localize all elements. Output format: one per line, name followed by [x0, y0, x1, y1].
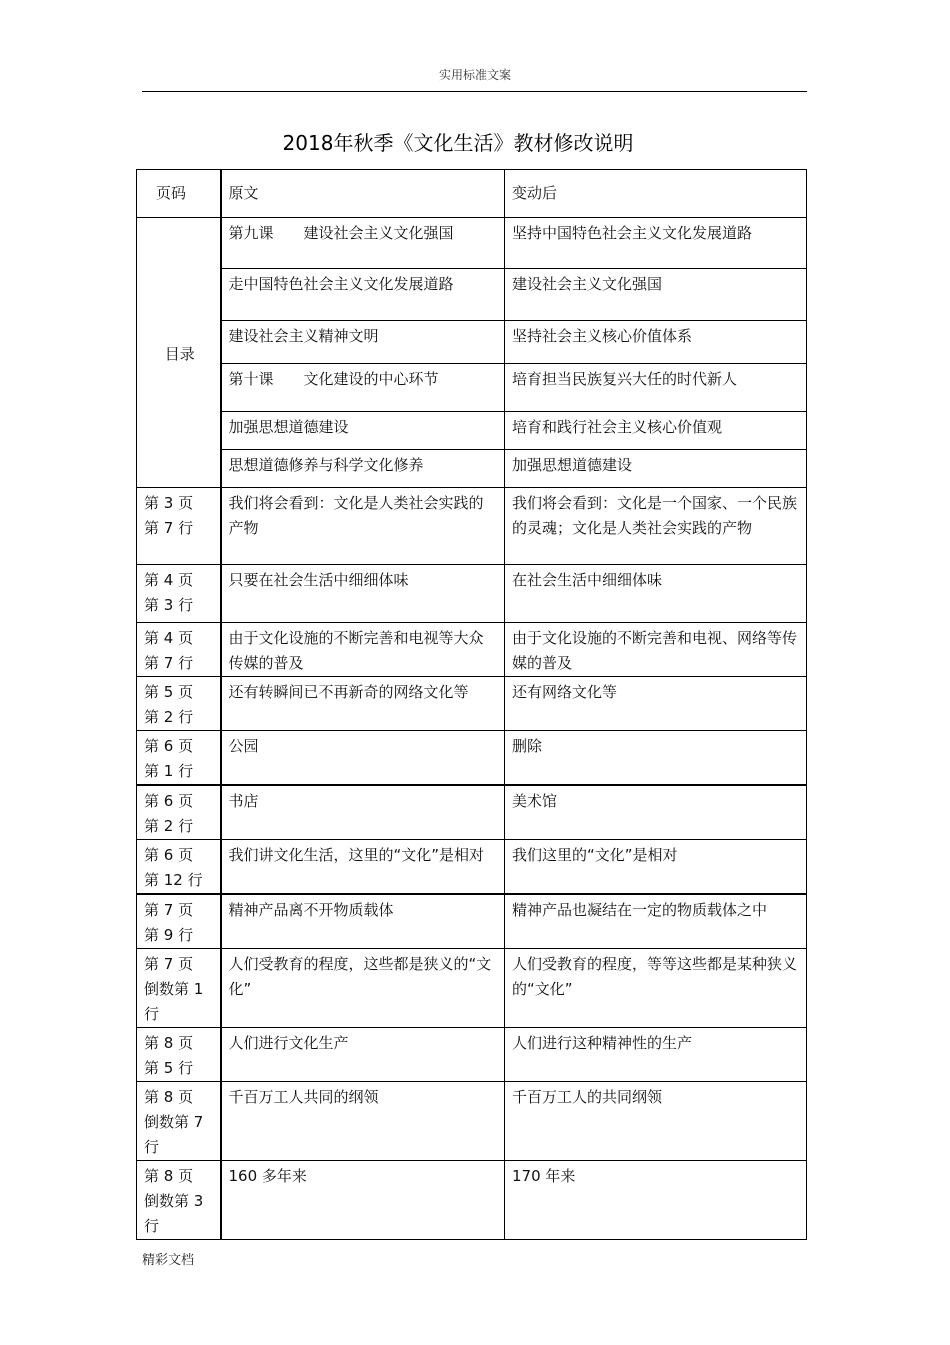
toc-original: 加强思想道德建设	[221, 412, 505, 450]
original-cell: 160 多年来	[221, 1161, 505, 1240]
page-header: 实用标准文案	[438, 68, 511, 82]
page-cell	[137, 565, 221, 623]
line-number: 第 5 行	[144, 1059, 194, 1077]
toc-row	[137, 364, 807, 412]
changed-cell: 我们将会看到：文化是一个国家、一个民族的灵魂；文化是人类社会实践的产物	[505, 488, 807, 565]
changed-cell: 精神产品也凝结在一定的物质载体之中	[505, 894, 807, 949]
page-number: 第 5 页	[144, 683, 194, 701]
page-cell	[137, 623, 221, 677]
toc-original: 建设社会主义精神文明	[221, 321, 505, 364]
page-number: 第 8 页	[144, 1034, 194, 1052]
toc-original: 第十课 文化建设的中心环节	[221, 364, 505, 412]
table-row	[137, 565, 807, 623]
changed-cell: 删除	[505, 731, 807, 786]
page-number: 第 7 页	[144, 901, 194, 919]
table-row	[137, 1082, 807, 1161]
toc-row	[137, 450, 807, 488]
changed-cell: 千百万工人的共同纲领	[505, 1082, 807, 1161]
header-rule	[142, 91, 807, 92]
page-cell	[137, 949, 221, 1028]
original-cell: 人们进行文化生产	[221, 1028, 505, 1082]
table-row	[137, 949, 807, 1028]
page-number: 第 4 页	[144, 629, 194, 647]
toc-row	[137, 321, 807, 364]
page-number: 第 6 页	[144, 792, 194, 810]
line-number: 倒数第 7 行	[144, 1113, 204, 1156]
table-header-row	[137, 170, 807, 218]
toc-changed: 培育和践行社会主义核心价值观	[505, 412, 807, 450]
line-number: 第 12 行	[144, 871, 203, 889]
header-changed: 变动后	[505, 170, 807, 218]
line-number: 第 7 行	[144, 654, 194, 672]
toc-row	[137, 412, 807, 450]
original-cell: 书店	[221, 785, 505, 840]
toc-row	[137, 269, 807, 321]
toc-changed: 加强思想道德建设	[505, 450, 807, 488]
line-number: 第 9 行	[144, 926, 194, 944]
page-number: 第 7 页	[144, 955, 194, 973]
changed-cell: 由于文化设施的不断完善和电视、网络等传媒的普及	[505, 623, 807, 677]
document-title: 2018年秋季《文化生活》教材修改说明	[282, 131, 634, 155]
changed-cell: 人们进行这种精神性的生产	[505, 1028, 807, 1082]
original-cell: 还有转瞬间已不再新奇的网络文化等	[221, 677, 505, 731]
page-number: 第 6 页	[144, 846, 194, 864]
changed-cell: 人们受教育的程度，等等这些都是某种狭义的“文化”	[505, 949, 807, 1028]
changed-cell: 170 年来	[505, 1161, 807, 1240]
changed-cell: 还有网络文化等	[505, 677, 807, 731]
page-cell	[137, 1082, 221, 1161]
toc-changed: 坚持社会主义核心价值体系	[505, 321, 807, 364]
line-number: 第 2 行	[144, 817, 194, 835]
page-number: 第 4 页	[144, 571, 194, 589]
line-number: 第 1 行	[144, 762, 194, 780]
table-row	[137, 677, 807, 731]
original-cell: 由于文化设施的不断完善和电视等大众传媒的普及	[221, 623, 505, 677]
changed-cell: 我们这里的“文化”是相对	[505, 840, 807, 895]
toc-row	[137, 218, 807, 269]
table-row	[137, 894, 807, 949]
line-number: 倒数第 3 行	[144, 1192, 204, 1235]
header-original: 原文	[221, 170, 505, 218]
changed-cell: 美术馆	[505, 785, 807, 840]
toc-changed: 建设社会主义文化强国	[505, 269, 807, 321]
table-row	[137, 623, 807, 677]
page-number: 第 6 页	[144, 737, 194, 755]
toc-original: 第九课 建设社会主义文化强国	[221, 218, 505, 269]
page-number: 第 8 页	[144, 1167, 194, 1185]
changed-cell: 在社会生活中细细体味	[505, 565, 807, 623]
table-row	[137, 731, 807, 786]
page-cell	[137, 677, 221, 731]
line-number: 第 7 行	[144, 519, 194, 537]
original-cell: 我们讲文化生活，这里的“文化”是相对	[221, 840, 505, 895]
page-cell	[137, 731, 221, 786]
page-cell	[137, 488, 221, 565]
toc-label: 目录	[137, 218, 221, 488]
line-number: 第 3 行	[144, 596, 194, 614]
page-cell	[137, 840, 221, 895]
line-number: 倒数第 1 行	[144, 980, 204, 1023]
table-row	[137, 840, 807, 895]
table-row	[137, 1028, 807, 1082]
page-cell	[137, 894, 221, 949]
original-cell: 我们将会看到：文化是人类社会实践的产物	[221, 488, 505, 565]
revision-table	[136, 169, 807, 1240]
original-cell: 公园	[221, 731, 505, 786]
page-number: 第 3 页	[144, 494, 194, 512]
original-cell: 千百万工人共同的纲领	[221, 1082, 505, 1161]
toc-changed: 培育担当民族复兴大任的时代新人	[505, 364, 807, 412]
toc-original: 思想道德修养与科学文化修养	[221, 450, 505, 488]
line-number: 第 2 行	[144, 708, 194, 726]
page-cell	[137, 1028, 221, 1082]
page-number: 第 8 页	[144, 1088, 194, 1106]
original-cell: 精神产品离不开物质载体	[221, 894, 505, 949]
original-cell: 只要在社会生活中细细体味	[221, 565, 505, 623]
table-row	[137, 1161, 807, 1240]
table-row	[137, 785, 807, 840]
original-cell: 人们受教育的程度，这些都是狭义的“文化”	[221, 949, 505, 1028]
table-row	[137, 488, 807, 565]
page-footer: 精彩文档	[142, 1253, 195, 1268]
page-cell	[137, 1161, 221, 1240]
page-cell	[137, 785, 221, 840]
toc-changed: 坚持中国特色社会主义文化发展道路	[505, 218, 807, 269]
header-page: 页码	[137, 170, 221, 218]
toc-original: 走中国特色社会主义文化发展道路	[221, 269, 505, 321]
